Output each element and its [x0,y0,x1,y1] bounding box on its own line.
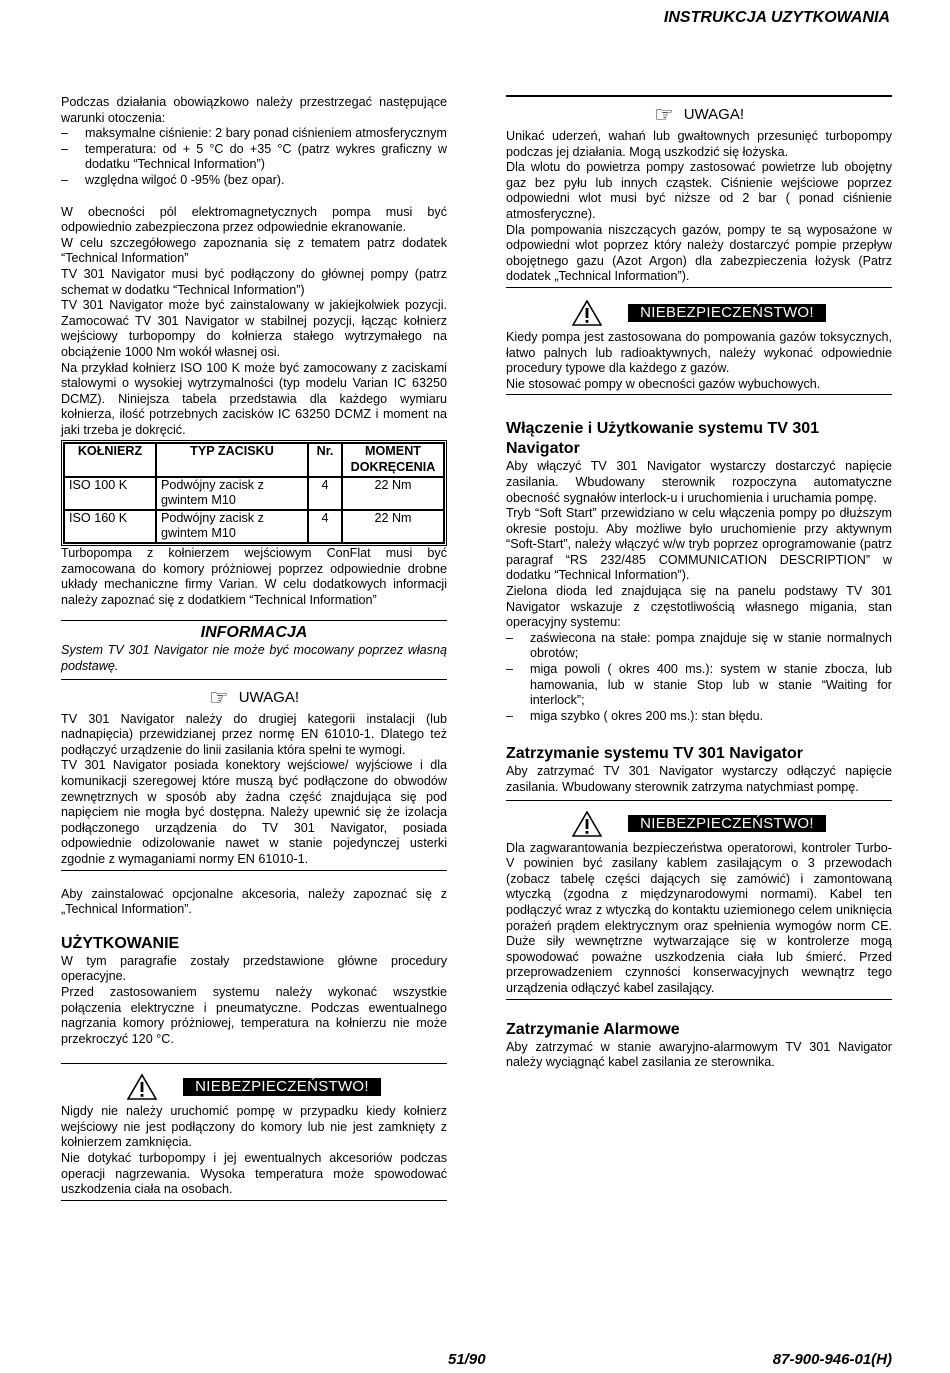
list-item: – miga szybko ( okres 200 ms.): stan błędu. [506,709,892,725]
warning-header [61,684,447,710]
table-cell: Podwójny zacisk z gwintem M10 [156,510,308,543]
danger-paragraph: Nigdy nie należy uruchomić pompę w przypadku kiedy kołnierz wejściowy nie jest podłączony do komory lub nie jest zamknięty z kołnierzem zamknięcia. [61,1104,447,1150]
table-header: KOŁNIERZ [64,443,156,476]
document-code: 87-900-946-01(H) [772,1351,892,1368]
danger-box [61,1063,447,1201]
list-item: – temperatura: od + 5 °C do +35 °C (patrz wykres graficzny w dodatku “Technical Information”) [61,142,447,173]
em-paragraph: W obecności pól elektromagnetycznych pompa musi być odpowiednio zabezpieczona przez odpowiednie ekranowanie. [61,204,447,235]
warning-box [61,680,447,871]
led-states-list [506,631,892,725]
table-cell: Podwójny zacisk z gwintem M10 [156,477,308,510]
warning-header [506,102,892,127]
left-column [61,95,447,1201]
danger-paragraph: Nie dotykać turbopompy i jej ewentualnych akcesoriów podczas operacji nagrzewania. Wysoka temperatura może spowodować uszkodzenia ciała na osobach. [61,1151,447,1197]
danger-header [506,300,892,326]
emergency-paragraph: Aby zatrzymać w stanie awaryjno-alarmowym TV 301 Navigator należy wyciągnąć kabel zasilania ze sterownika. [506,1039,892,1070]
table-row [64,510,444,543]
warning-paragraph: TV 301 Navigator posiada konektory wejściowe/ wyjściowe i dla komunikacji szeregowej które muszą być podłączone do obwodów zewnętrznych w sposób aby żadna część znajdująca się pod napięciem nie mogła być dostępna. Należy upewnić się że izolacja podłączonego urządzenia do TV 301 Navigator, posiada odpowiednie odizolowanie nawet w stanie pojedynczej usterki zgodnie z wymaganiami normy EN 61010-1. [61,758,447,866]
danger-label: NIEBEZPIECZEŃSTWO! [628,304,826,322]
warning-label: UWAGA! [238,688,299,706]
warning-paragraph: Unikać uderzeń, wahań lub gwałtownych przesunięć turbopompy podczas jej działania. Mogą uszkodzić się łożyska. [506,129,892,159]
start-paragraph: Aby włączyć TV 301 Navigator wystarczy dostarczyć napięcie zasilania. Wbudowany sterownik rozpoczyna automatyczne obecność sygnałów interlock-u i uruchomienia i uruchamia pompę. [506,459,892,505]
table-cell: ISO 160 K [64,510,156,543]
page-number: 51/90 [448,1351,486,1368]
conditions-list [61,126,447,188]
warning-triangle-icon [572,300,602,326]
section-heading: Zatrzymanie Alarmowe [506,1020,680,1038]
danger-header [506,811,892,837]
pointing-hand-icon: ☞ [208,684,229,710]
usage-paragraph: W tym paragrafie zostały przedstawione główne procedury operacyjne. [61,953,447,984]
conditions-intro: Podczas działania obowiązkowo należy przestrzegać następujące warunki otoczenia: [61,95,447,125]
start-paragraph: Zielona dioda led znajdująca się na panelu podstawy TV 301 Navigator wskazuje z częstotliwością własnego migania, stan operacyjny systemu: [506,584,892,630]
danger-paragraph: Nie stosować pompy w obecności gazów wybuchowych. [506,376,821,391]
right-column [506,95,892,1071]
stop-paragraph: Aby zatrzymać TV 301 Navigator wystarczy odłączyć napięcie zasilania. Wbudowany sterownik zatrzyma natychmiast pompę. [506,764,892,794]
table-cell: 22 Nm [342,477,444,510]
table-header: Nr. [308,443,342,476]
detail-paragraph: W celu szczegółowego zapoznania się z tematem patrz dodatek “Technical Information” [61,235,447,266]
table-header: MOMENT DOKRĘCENIA [342,443,444,476]
flange-table [61,440,447,546]
pointing-hand-icon: ☞ [653,102,674,127]
table-cell: ISO 100 K [64,477,156,510]
table-header-row [64,443,444,476]
list-item: – maksymalne ciśnienie: 2 bary ponad ciśnieniem atmosferycznym [61,126,447,142]
warning-triangle-icon [127,1074,157,1100]
start-paragraph: Tryb “Soft Start” przewidziano w celu włączenia pompy po dłuższym okresie postoju. Aby możliwe było uruchomienie przy aktywnym “Soft-Start”, należy włączyć w/w tryb poprzez oprogramowanie (patrz paragraf “RS 232/485 COMMUNICATION DESCRIPTION” w dodatku “Technical Information”). [506,506,892,583]
list-item: – zaświecona na stałe: pompa znajduje się w stanie normalnych obrotów; [506,631,892,662]
table-cell: 4 [308,510,342,543]
danger-label: NIEBEZPIECZEŃSTWO! [183,1078,381,1096]
danger-box [506,800,892,1000]
table-cell: 4 [308,477,342,510]
warning-triangle-icon [572,811,602,837]
list-item: – miga powoli ( okres 400 ms.): system w stanie zbocza, lub hamowania, lub w stanie Stop lub w stanie “Waiting for interlock”; [506,662,892,709]
list-item: – względna wilgoć 0 -95% (bez opar). [61,173,447,189]
connect-paragraph: TV 301 Navigator musi być podłączony do głównej pompy (patrz schemat w dodatku “Technical Information”) [61,266,447,297]
table-header: TYP ZACISKU [156,443,308,476]
install-paragraph: TV 301 Navigator może być zainstalowany w jakiejkolwiek pozycji. Zamocować TV 301 Navigator w stabilnej pozycji, łącząc kołnierz wejściowy turbopompy do kołnierza stałego wytrzymałego na obciążenie 1000 Nm wokół własnej osi. [61,298,447,359]
danger-label: NIEBEZPIECZEŃSTWO! [628,815,826,833]
conflat-paragraph: Turbopompa z kołnierzem wejściowym ConFlat musi być zamocowana do komory próżniowej poprzez odpowiednie drobne układy mechaniczne firmy Varian. W celu dodatkowych informacji należy zapoznać się z dodatkiem “Technical Information” [61,546,447,607]
table-cell: 22 Nm [342,510,444,543]
example-paragraph: Na przykład kołnierz ISO 100 K może być zamocowany z zaciskami stalowymi o wysokiej wytrzymalności (typ modelu Varian IC 63250 DCMZ). Niniejsza tabela przedstawia dla każdego wymiaru kołnierza, ilość potrzebnych zacisków IC 63250 DCMZ i moment na jaki trzeba je dokręcić. [61,360,447,437]
info-text: System TV 301 Navigator nie może być mocowany poprzez własną podstawę. [61,643,447,673]
info-title: INFORMACJA [200,624,308,642]
warning-paragraph: Dla wlotu do powietrza pompy zastosować powietrze lub obojętny gaz bez pyłu lub innych cząstek. Ciśnienie wejściowe poprzez odpowiedni wlot musi być niższe od 2 bar ( ponad ciśnienie atmosferyczne). [506,160,892,221]
warning-box [506,95,892,288]
danger-paragraph: Dla zagwarantowania bezpieczeństwa operatorowi, kontroler Turbo-V powinien być zasilany kablem zasilającym o 3 przewodach (zobacz tabelę części dających się zamówić) i zamontowaną wtyczką (zgodna z międzynarodowymi normami). Kabel ten podłączyć wraz z wtyczką do kontaktu uziemionego celem uniknięcia porażeń prądem elektrycznym oraz spełnienia wymogów norm CE. Duże siły wewnętrzne wytwarzające się w kontrolerze mogą spowodować poważne uszkodzenia ciała lub śmierć. Przed przeprowadzeniem czynności konserwacyjnych wewnątrz tego urządzenia odłączyć kabel zasilający. [506,840,892,995]
section-heading: Włączenie i Użytkowanie systemu TV 301 Navigator [506,420,820,458]
usage-paragraph: Przed zastosowaniem systemu należy wykonać wszystkie połączenia elektryczne i pneumatyczne. Podczas ewentualnego nagrzania komory próżniowej, temperatura na kołnierzu nie może przekroczyć 120 °C. [61,984,447,1046]
danger-paragraph: Kiedy pompa jest zastosowana do pompowania gazów toksycznych, łatwo palnych lub radioaktywnych, należy wykonać odpowiednie procedury typowe dla każdego z gazów. [506,329,892,376]
danger-header [61,1074,447,1100]
document-header-title: INSTRUKCJA UZYTKOWANIA [663,9,890,26]
warning-paragraph: TV 301 Navigator należy do drugiej kategorii instalacji (lub nadnapięcia) przewidzianej przez normę EN 61010-1. Dlatego też podłączyć urządzenie do linii zasilania która spełni te wymogi. [61,711,447,757]
accessories-paragraph: Aby zainstalować opcjonalne akcesoria, należy zapoznać się z „Technical Information”. [61,886,447,917]
section-heading: UŻYTKOWANIE [61,934,180,952]
warning-label: UWAGA! [683,106,744,124]
danger-box [506,288,892,395]
info-box [61,620,447,679]
table-row [64,477,444,510]
warning-paragraph: Dla pompowania niszczących gazów, pompy te są wyposażone w odpowiedni wlot poprzez który należy dostarczyć pompie przepływ obojętnego gazu (Azot Argon) dla zabezpieczenia łożysk (Patrz dodatek „Technical Information”). [506,222,892,284]
section-heading: Zatrzymanie systemu TV 301 Navigator [506,745,804,763]
